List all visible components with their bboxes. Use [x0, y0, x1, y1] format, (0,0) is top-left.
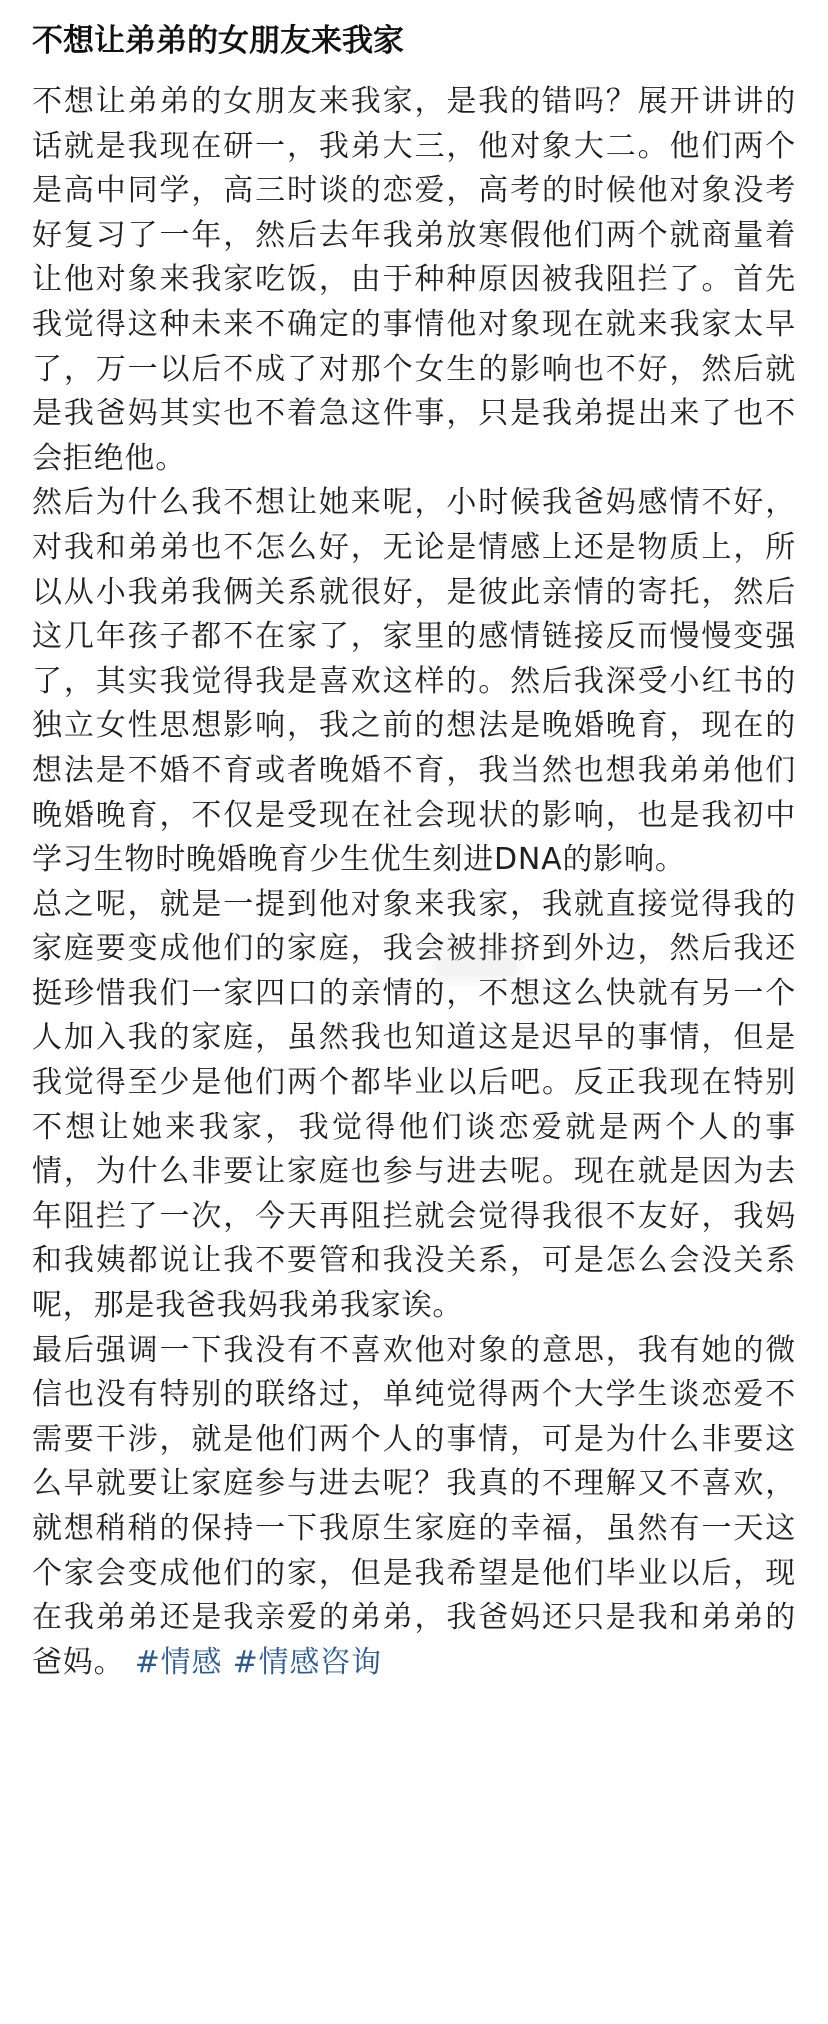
post-title: 不想让弟弟的女朋友来我家	[32, 23, 404, 59]
post-paragraph-4-text: 最后强调一下我没有不喜欢他对象的意思，我有她的微信也没有特别的联络过，单纯觉得两个大学生谈恋爱不需要干涉，就是他们两个人的事情，可是为什么非要这么早就要让家庭参与进去呢？我真的不理解又不喜欢，就想稍稍的保持一下我原生家庭的幸福，虽然有一天这个家会变成他们的家，但是我希望是他们毕业以后，现在我弟弟还是我亲爱的弟弟，我爸妈还只是我和弟弟的爸妈。	[32, 1332, 796, 1680]
hashtag-emotion-consulting[interactable]: #情感咨询	[232, 1644, 382, 1680]
watermark-blur	[436, 958, 516, 976]
hashtag-emotion[interactable]: #情感	[134, 1644, 223, 1680]
post-paragraph-2: 然后为什么我不想让她来呢，小时候我爸妈感情不好，对我和弟弟也不怎么好，无论是情感上还是物质上，所以从小我弟我俩关系就很好，是彼此亲情的寄托，然后这几年孩子都不在家了，家里的感情链接反而慢慢变强了，其实我觉得我是喜欢这样的。然后我深受小红书的独立女性思想影响，我之前的想法是晚婚晚育，现在的想法是不婚不育或者晚婚不育，我当然也想我弟弟他们晚婚晚育，不仅是受现在社会现状的影响，也是我初中学习生物时晚婚晚育少生优生刻进DNA的影响。	[32, 485, 796, 878]
post-paragraph-4	[32, 1329, 796, 1686]
post-paragraph-1: 不想让弟弟的女朋友来我家，是我的错吗？展开讲讲的话就是我现在研一，我弟大三，他对象大二。他们两个是高中同学，高三时谈的恋爱，高考的时候他对象没考好复习了一年，然后去年我弟放寒假他们两个就商量着让他对象来我家吃饭，由于种种原因被我阻拦了。首先我觉得这种未来不确定的事情他对象现在就来我家太早了，万一以后不成了对那个女生的影响也不好，然后就是我爸妈其实也不着急这件事，只是我弟提出来了也不会拒绝他。	[32, 84, 796, 476]
post-paragraph-3: 总之呢，就是一提到他对象来我家，我就直接觉得我的家庭要变成他们的家庭，我会被排挤到外边，然后我还挺珍惜我们一家四口的亲情的，不想这么快就有另一个人加入我的家庭，虽然我也知道这是迟早的事情，但是我觉得至少是他们两个都毕业以后吧。反正我现在特别不想让她来我家，我觉得他们谈恋爱就是两个人的事情，为什么非要让家庭也参与进去呢。现在就是因为去年阻拦了一次，今天再阻拦就会觉得我很不友好，我妈和我姨都说让我不要管和我没关系，可是怎么会没关系呢，那是我爸我妈我弟我家诶。	[32, 886, 796, 1324]
